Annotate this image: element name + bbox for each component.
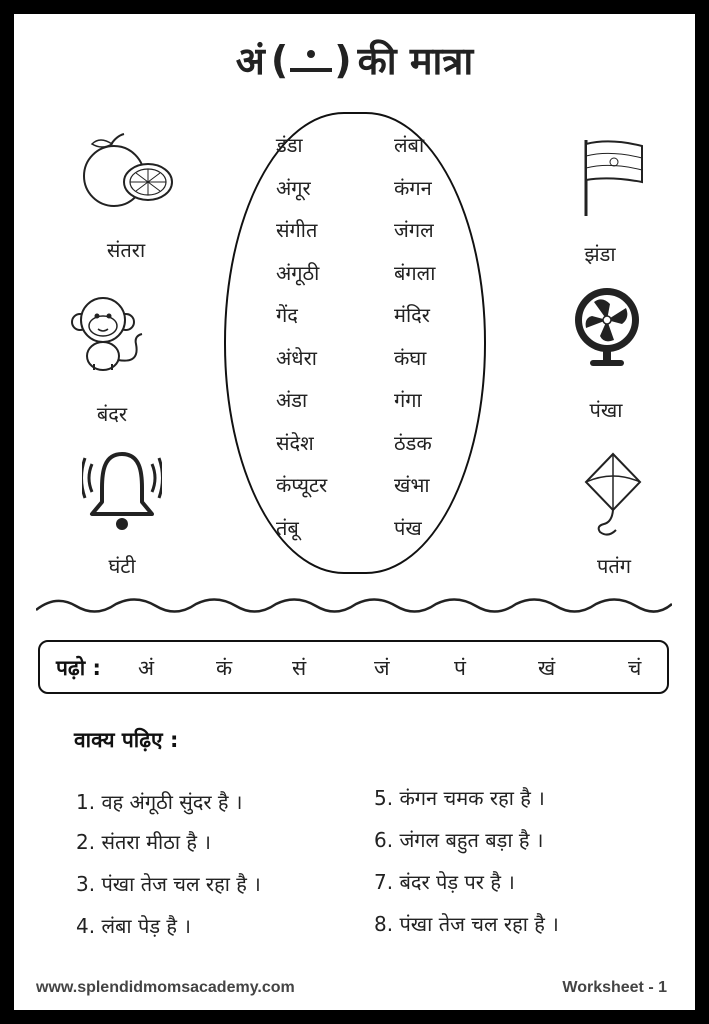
read-letter: सं — [292, 656, 307, 680]
word-item: कंघा — [394, 345, 427, 370]
word-item: अंगूठी — [276, 260, 320, 285]
sentences-heading: वाक्य पढ़िए : — [74, 728, 179, 752]
title-letter: अं — [235, 39, 265, 83]
sentence-item: 2. संतरा मीठा है । — [76, 830, 211, 854]
worksheet-page — [14, 14, 695, 1010]
sentence-item: 7. बंदर पेड़ पर है । — [374, 870, 515, 894]
word-item: खंभा — [394, 473, 430, 497]
label-kite: पतंग — [596, 554, 632, 578]
anusvara-icon — [288, 40, 334, 80]
label-flag: झंडा — [584, 242, 616, 266]
word-item: गंगा — [394, 388, 422, 412]
monkey-icon — [68, 294, 148, 374]
word-item: तंबू — [276, 515, 299, 540]
read-label: पढ़ो : — [56, 656, 101, 680]
word-item: अंडा — [276, 388, 308, 412]
label-fan: पंखा — [589, 398, 623, 422]
word-item: मंदिर — [394, 303, 430, 327]
kite-icon — [582, 452, 644, 542]
word-item: डंडा — [276, 133, 303, 157]
sentence-item: 4. लंबा पेड़ है । — [76, 914, 191, 938]
title-text: की मात्रा — [357, 39, 474, 83]
footer-website: www.splendidmomsacademy.com — [36, 979, 295, 996]
word-item: अंगूर — [276, 175, 311, 200]
flag-icon — [580, 138, 650, 218]
word-item: लंबा — [394, 133, 425, 157]
title-anusvara-symbol: ( ) — [270, 38, 352, 82]
word-item: कंप्यूटर — [276, 473, 328, 497]
word-list-oval — [224, 112, 486, 574]
sentence-item: 3. पंखा तेज चल रहा है । — [76, 872, 261, 896]
label-orange: संतरा — [106, 238, 146, 262]
page-title — [14, 34, 695, 86]
read-letter: जं — [374, 656, 390, 680]
read-letter: पं — [454, 656, 466, 680]
sentence-item: 6. जंगल बहुत बड़ा है । — [374, 828, 544, 852]
sentence-item: 8. पंखा तेज चल रहा है । — [374, 912, 559, 936]
word-item: गेंद — [276, 303, 298, 327]
word-item: बंगला — [394, 260, 436, 285]
read-letter: चं — [628, 656, 642, 680]
read-letter: कं — [216, 656, 233, 680]
wavy-divider — [36, 594, 672, 616]
sentence-item: 1. वह अंगूठी सुंदर है । — [76, 790, 243, 814]
label-bell: घंटी — [108, 554, 136, 578]
fan-icon — [570, 286, 644, 370]
read-letter: अं — [138, 656, 155, 680]
bell-icon — [82, 448, 162, 534]
orange-icon — [76, 132, 176, 212]
word-column-left — [276, 124, 327, 549]
word-item: संदेश — [276, 430, 314, 455]
read-letter: खं — [538, 656, 556, 680]
footer-worksheet-number: Worksheet - 1 — [562, 979, 667, 996]
word-item: जंगल — [394, 218, 434, 242]
word-item: कंगन — [394, 175, 432, 200]
word-item: संगीत — [276, 218, 318, 242]
word-column-right — [394, 124, 435, 549]
word-item: अंधेरा — [276, 345, 317, 370]
sentence-item: 5. कंगन चमक रहा है । — [374, 786, 545, 810]
read-letters-box — [38, 640, 669, 694]
label-monkey: बंदर — [96, 402, 128, 426]
word-item: ठंडक — [394, 430, 432, 455]
word-item: पंख — [394, 515, 422, 540]
